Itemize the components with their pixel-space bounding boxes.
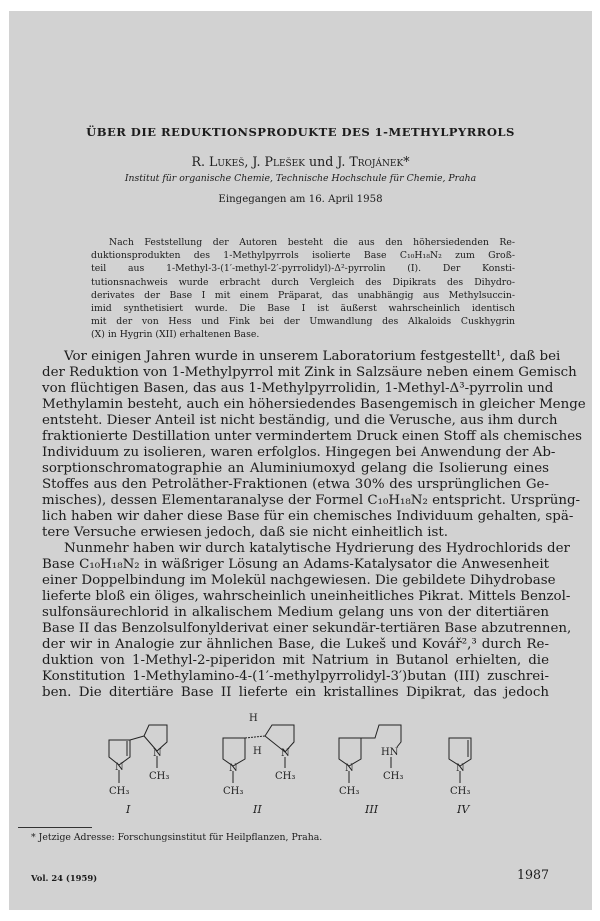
body-line: einer Doppelbindung im Molekül nachgewiesen. Die gebildete Dihydrobase	[42, 573, 556, 588]
bond	[245, 736, 265, 738]
structures-svg	[9, 709, 592, 825]
abstract-line: duktionsprodukten des 1-Methylpyrrols isolierte Base C₁₀H₁₈N₂ zum Groß-	[91, 250, 515, 262]
atom-label: H	[249, 713, 258, 724]
body-line: Vor einigen Jahren wurde in unserem Laboratorium festgestellt¹, daß bei	[64, 349, 561, 364]
group-label: CH₃	[223, 786, 244, 797]
body-text	[42, 349, 586, 701]
body-line: Stoffes aus den Petroläther-Fraktionen (etwa 30% des ursprünglichen Ge-	[42, 477, 549, 492]
body-line: duktion von 1-Methyl-2-piperidon mit Natrium in Butanol erhielten, die	[42, 653, 549, 668]
body-line: Base C₁₀H₁₈N₂ in wäßriger Lösung an Adams-Katalysator die Anwesenheit	[42, 557, 549, 572]
compound-label: IV	[457, 803, 470, 816]
group-label: CH₃	[450, 786, 471, 797]
chemical-structures-figure	[9, 709, 592, 825]
body-line: ben. Die ditertiäre Base II lieferte ein kristallines Dipikrat, das jedoch	[42, 685, 549, 700]
body-line: tere Versuche erwiesen jedoch, daß sie nicht einheitlich ist.	[42, 525, 449, 540]
footnote: * Jetzige Adresse: Forschungsinstitut für Heilpflanzen, Praha.	[31, 832, 323, 843]
bond	[130, 736, 144, 740]
abstract-line: Nach Feststellung der Autoren besteht die aus den höhersiedenden Re-	[109, 237, 515, 248]
atom-label: N	[456, 763, 465, 774]
atom-label: N	[345, 763, 354, 774]
journal-volume: Vol. 24 (1959)	[31, 873, 98, 883]
body-line: Methylamin besteht, auch ein höhersiedendes Basengemisch in gleicher Menge	[42, 397, 586, 412]
abstract	[91, 236, 515, 342]
body-line: Base II das Benzolsulfonylderivat einer sekundär-tertiären Base abzutrennen,	[42, 621, 572, 636]
group-label: CH₃	[275, 771, 296, 782]
body-line: Konstitution 1-Methylamino-4-(1′-methylpyrrolidyl-3′)butan (III) zuschrei-	[42, 669, 549, 684]
abstract-line: derivates der Base I mit einem Präparat, das unabhängig aus Methylsuccin-	[91, 289, 515, 301]
compound-label: II	[253, 803, 262, 816]
author-1-name: Lukeš	[208, 154, 245, 169]
atom-label: N	[229, 763, 238, 774]
body-line: der wir in Analogie zur ähnlichen Base, die Lukeš und Kovář²,³ durch Re-	[42, 637, 549, 652]
received-date: Eingegangen am 16. April 1958	[218, 194, 383, 205]
body-line: fraktionierte Destillation unter vermindertem Druck einen Stoff als chemisches	[42, 429, 583, 444]
author-line	[9, 154, 592, 169]
abstract-line: teil aus 1-Methyl-3-(1′-methyl-2′-pyrrolidyl)-Δ²-pyrrolin (I). Der Konsti-	[91, 263, 515, 275]
body-line: entsteht. Dieser Anteil ist nicht beständig, und die Verusche, aus ihm durch	[42, 413, 558, 428]
author-separator: und J.	[304, 154, 350, 169]
atom-label: N	[281, 748, 290, 759]
body-line: der Reduktion von 1-Methylpyrrol mit Zink in Salzsäure neben einem Gemisch	[42, 365, 577, 380]
atom-label: H	[253, 746, 262, 757]
footnote-marker: *	[403, 154, 410, 169]
abstract-line: imid synthetisiert wurde. Die Base I ist äußerst wahrscheinlich identisch	[91, 303, 515, 315]
group-label: CH₃	[109, 786, 130, 797]
body-line: von flüchtigen Basen, das aus 1-Methylpyrrolidin, 1-Methyl-Δ³-pyrrolin und	[42, 381, 554, 396]
aminobutyl-chain	[361, 725, 401, 747]
body-line: Nunmehr haben wir durch katalytische Hydrierung des Hydrochlorids der	[64, 541, 570, 556]
structure-IV	[449, 738, 471, 783]
body-line: lieferte bloß ein öliges, wahrscheinlich uneinheitliches Pikrat. Mittels Benzol-	[42, 589, 571, 604]
author-1-initial: R.	[191, 154, 209, 169]
body-line: Individuum zu isolieren, waren erfolglos. Hingegen bei Anwendung der Ab-	[42, 445, 556, 460]
author-separator: , J.	[244, 154, 265, 169]
body-line: misches), dessen Elementaranalyse der Formel C₁₀H₁₈N₂ entspricht. Ursprüng-	[42, 493, 581, 508]
abstract-line: mit der von Hess und Fink bei der Umwandlung des Alkaloids Cuskhygrin	[91, 316, 515, 328]
group-label: CH₃	[383, 771, 404, 782]
abstract-line: tutionsnachweis wurde erbracht durch Vergleich des Dipikrats des Dihydro-	[91, 276, 515, 288]
page-number: 1987	[516, 867, 549, 882]
abstract-line: (X) in Hygrin (XII) erhaltenen Base.	[91, 329, 260, 341]
group-label: CH₃	[339, 786, 360, 797]
affiliation: Institut für organische Chemie, Technische Hochschule für Chemie, Praha	[124, 173, 477, 184]
atom-label: HN	[381, 747, 399, 758]
atom-label: N	[153, 748, 162, 759]
ring-pyrrolidine-a	[223, 738, 245, 766]
group-label: CH₃	[149, 771, 170, 782]
author-2-name: Plešek	[264, 154, 305, 169]
compound-label: I	[126, 803, 131, 816]
footnote-divider	[18, 827, 92, 828]
body-line: sulfonsäurechlorid in alkalischem Medium gelang uns von der ditertiären	[42, 605, 549, 620]
ring-pyrrolidine	[339, 738, 361, 766]
author-3-name: Trojánek	[349, 154, 404, 169]
compound-label: III	[365, 803, 379, 816]
body-line: lich haben wir daher diese Base für ein chemisches Individuum gehalten, spä-	[42, 509, 574, 524]
atom-label: N	[115, 762, 124, 773]
body-line: sorptionschromatographie an Aluminiumoxyd gelang die Isolierung eines	[42, 461, 549, 476]
paper-page	[9, 11, 592, 910]
article-title: ÜBER DIE REDUKTIONSPRODUKTE DES 1-METHYLPYRROLS	[86, 125, 515, 139]
